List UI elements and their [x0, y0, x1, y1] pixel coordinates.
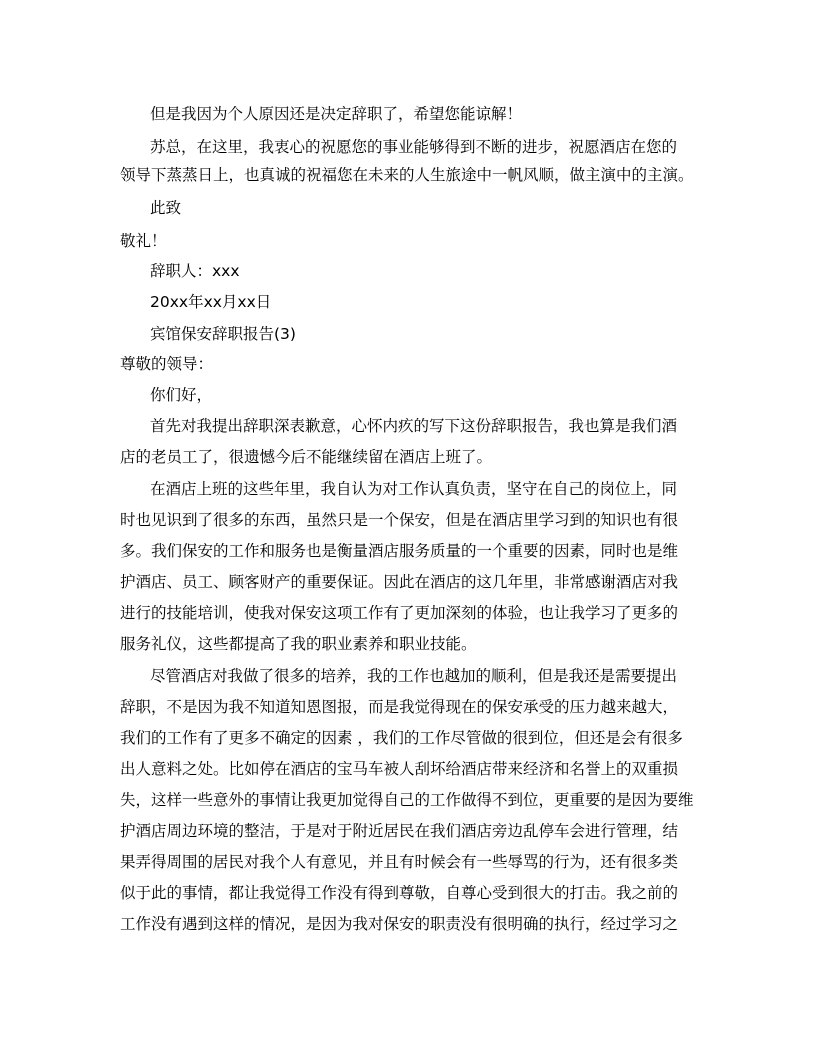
- paragraph-line: 但是我因为个人原因还是决定辞职了，希望您能谅解！: [150, 105, 523, 123]
- paragraph-line: 护酒店周边环境的整洁，于是对于附近居民在我们酒店旁边乱停车会进行管理，结: [120, 822, 679, 840]
- greeting-line: 你们好，: [150, 386, 213, 404]
- date-line: 20xx年xx月xx日: [150, 293, 272, 311]
- paragraph-line: 我们的工作有了更多不确定的因素 ，我们的工作尽管做的很到位，但还是会有很多: [120, 729, 683, 747]
- paragraph-line: 在酒店上班的这些年里，我自认为对工作认真负责，坚守在自己的岗位上，同: [150, 480, 678, 498]
- paragraph-line: 店的老员工了，很遗憾今后不能继续留在酒店上班了。: [120, 448, 493, 466]
- paragraph-line: 领导下蒸蒸日上，也真诚的祝福您在未来的人生旅途中一帆风顺，做主演中的主演。: [120, 166, 694, 184]
- paragraph-line: 护酒店、员工、顾客财产的重要保证。因此在酒店的这几年里，非常感谢酒店对我: [120, 573, 679, 591]
- paragraph-line: 似于此的事情，都让我觉得工作没有得到尊敬，自尊心受到很大的打击。我之前的: [120, 884, 679, 902]
- greeting-line: 尊敬的领导：: [120, 355, 214, 373]
- paragraph-line: 服务礼仪，这些都提高了我的职业素养和职业技能。: [120, 635, 477, 653]
- signature-line: 辞职人：xxx: [150, 262, 240, 280]
- section-title: 宾馆保安辞职报告(3): [150, 325, 296, 343]
- paragraph-line: 首先对我提出辞职深表歉意，心怀内疚的写下这份辞职报告，我也算是我们酒: [150, 417, 678, 435]
- closing-line: 此致: [150, 199, 182, 217]
- paragraph-line: 辞职，不是因为我不知道知恩图报，而是我觉得现在的保安承受的压力越来越大，: [120, 698, 679, 716]
- paragraph-line: 进行的技能培训，使我对保安这项工作有了更加深刻的体验，也让我学习了更多的: [120, 604, 679, 622]
- paragraph-line: 出人意料之处。比如停在酒店的宝马车被人刮坏给酒店带来经济和名誉上的双重损: [120, 760, 679, 778]
- salutation-line: 敬礼！: [120, 232, 167, 250]
- paragraph-line: 苏总，在这里，我衷心的祝愿您的事业能够得到不断的进步，祝愿酒店在您的: [150, 138, 678, 156]
- paragraph-line: 失，这样一些意外的事情让我更加觉得自己的工作做得不到位，更重要的是因为要维: [120, 791, 694, 809]
- paragraph-line: 工作没有遇到这样的情况，是因为我对保安的职责没有很明确的执行，经过学习之: [120, 915, 679, 933]
- paragraph-line: 尽管酒店对我做了很多的培养，我的工作也越加的顺利，但是我还是需要提出: [150, 667, 678, 685]
- paragraph-line: 果弄得周围的居民对我个人有意见，并且有时候会有一些辱骂的行为，还有很多类: [120, 853, 679, 871]
- paragraph-line: 时也见识到了很多的东西，虽然只是一个保安，但是在酒店里学习到的知识也有很: [120, 511, 679, 529]
- paragraph-line: 多。我们保安的工作和服务也是衡量酒店服务质量的一个重要的因素，同时也是维: [120, 542, 679, 560]
